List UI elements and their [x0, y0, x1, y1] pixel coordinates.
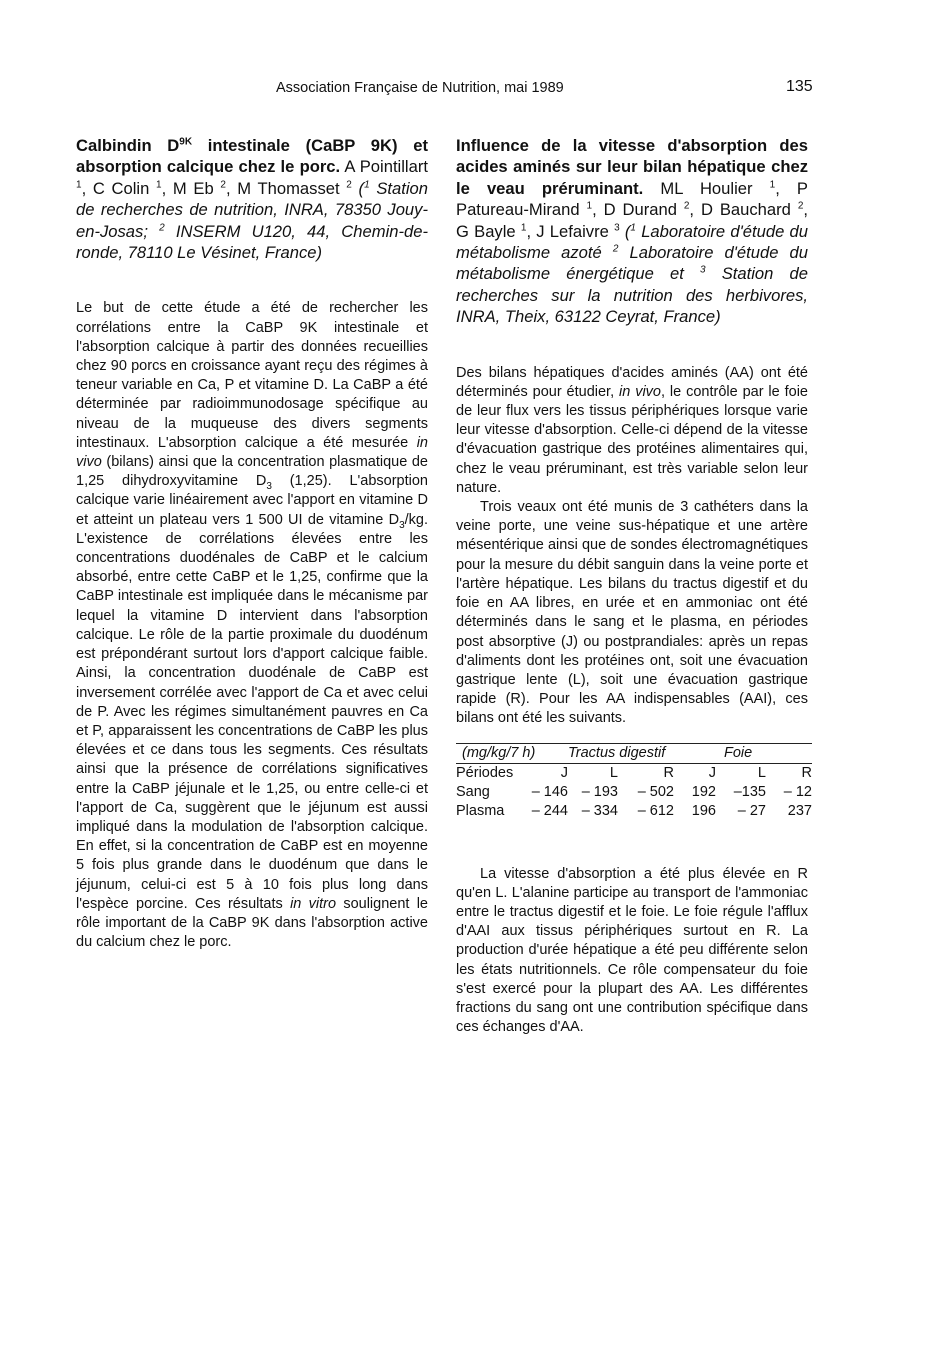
table-cell: 196 [691, 802, 716, 819]
right-article-paragraph-1: Des bilans hépatiques d'acides aminés (AA) ont été déterminés pour étudier, in vivo, le contrôle par le foie de leur flux vers les tissus périphériques lorsque varie leur vitesse d'absorption. Celle-ci dépend de la vitesse d'évacuation gastrique des protéines alimentaires qui, chez le veau préruminant, est très variable selon leur nature. [456, 364, 808, 496]
table-period-cell: R [801, 764, 812, 781]
page-number: 135 [786, 78, 813, 95]
right-article-affiliations: ($^1$ Laboratoire d'étude du métabolisme azoté $^2$ Laboratoire d'étude du métabolisme énergétique et $^3$ Station de recherches sur la nutrition des herbivores, INRA, Theix, 63122 Ceyrat, France) [456, 221, 808, 327]
table-cell: –135 [733, 783, 766, 800]
table-cell: – 12 [783, 783, 812, 800]
table-cell: – 244 [531, 802, 568, 819]
table-group-header-liver: Foie [724, 744, 753, 761]
right-article-paragraph-3: La vitesse d'absorption a été plus élevée en R qu'en L. L'alanine participe au transport de l'ammoniac entre le tractus digestif et le foie. Le foie régule l'afflux d'AAI aux tissus périphériques surtout en R. La production d'urée hépatique a été peu différente selon les états nutritionnels. Ce rôle compensateur du foie s'est exercé pour la plupart des AA. Les différentes fractions du sang ont une contribution spécifique dans ces échanges d'AA. [456, 865, 808, 1036]
left-article-body: Le but de cette étude a été de rechercher les corrélations entre la CaBP 9K intestinale et l'absorption calcique à partir des données recueillies chez 90 porcs en croissance ayant reçu des régimes à teneur variable en Ca, P et vitamine D. La CaBP a été déterminée par radioimmunodosage spécifique au niveau de la muqueuse des divers segments intestinaux. L'absorption calcique a été mesurée in vivo (bilans) ainsi que la concentration plasmatique de 1,25 dihydroxyvitamine $D_3$ (1,25). L'absorption calcique varie linéairement avec l'apport en vitamine D et atteint un plateau vers 1 500 UI de vitamine $D_3/kg$. L'existence de corrélations élevées entre les concentrations duodénales de CaBP et le calcium absorbé, entre cette CaBP et le 1,25, confirme que la CaBP intestinale est impliquée dans le mécanisme par lequel la vitamine D intervient dans l'absorption calcique. Le rôle de la partie proximale du duodénum est prépondérant surtout lors d'apport calcique faible. Ainsi, la concentration duodénale de CaBP est inversement corrélée avec l'apport de Ca et avec celui de P. Avec les régimes simultanément pauvres en Ca et P, apparaissent les concentrations de CaBP les plus élevées et ce dans tous les segments. Ces résultats ainsi que la présence de corrélations significatives entre la CaBP jéjunale et le 1,25, ou entre celle-ci et l'apport de Ca, suggèrent que le jéjunum est aussi impliqué dans la modulation de l'absorption calcique. En effet, si la concentration de CaBP est en moyenne 5 fois plus grande dans le duodénum que dans le jéjunum, celui-ci est 5 à 10 fois plus long dans l'espèce porcine. Ces résultats in vitro soulignent le rôle important de la CaBP 9K dans l'absorption active du calcium chez le porc. [76, 300, 428, 951]
table-row [456, 783, 812, 802]
left-article-authors: A Pointillart $^1$, C Colin $^1$, M Eb $^2$, M Thomasset $^2$ [76, 157, 428, 198]
table-cell: 192 [691, 783, 716, 800]
table-periods-row [456, 763, 812, 783]
table-cell: – 502 [637, 783, 674, 800]
right-article [456, 135, 812, 1037]
table-row-label: Sang [456, 783, 490, 800]
table-periods-label: Périodes [456, 764, 514, 781]
table-period-cell: J [708, 764, 716, 781]
table-row-label: Plasma [456, 802, 505, 819]
left-article-title: Calbindin $D^{9K}$ intestinale (CaBP 9K) et absorption calcique chez le porc. [76, 136, 428, 177]
table-cell: – 193 [581, 783, 618, 800]
right-article-heading [456, 135, 808, 328]
right-article-paragraph-2: Trois veaux ont été munis de 3 cathéters dans la veine porte, une veine sus-hépatique et une artère mésentérique ainsi que de sondes électromagnétiques pour la mesure du débit sanguin dans la veine porte et l'artère hépatique. Les bilans du tractus digestif et du foie en AA libres, en urée et en ammoniac ont été déterminés dans le sang et le plasma, en périodes post absorptive (J) ou postprandiales: après un repas d'aliments dont les protéines ont, soit une évacuation gastrique lente (L), soit une évacuation gastrique rapide (R). Pour les AA indispensables (AAI), ces bilans ont été les suivants. [456, 499, 808, 727]
right-article-authors: ML Houlier $^1$, P Patureau-Mirand $^1$, D Durand $^2$, D Bauchard $^2$, G Bayle $^1$, J Lefaivre $^3$ [456, 178, 808, 241]
right-article-title: Influence de la vitesse d'absorption des acides aminés sur leur bilan hépatique chez le veau préruminant. [456, 136, 808, 198]
table-cell: – 612 [637, 802, 674, 819]
table-row [456, 802, 812, 821]
table-cell: – 334 [581, 802, 618, 819]
left-article [76, 135, 428, 952]
table-group-header-digestive: Tractus digestif [568, 744, 666, 761]
table-period-cell: L [609, 764, 618, 781]
table-cell: – 27 [737, 802, 766, 819]
table-period-cell: L [757, 764, 766, 781]
table-period-cell: J [560, 764, 568, 781]
table-header-row [456, 743, 812, 763]
left-article-heading [76, 135, 428, 263]
running-header [0, 80, 930, 102]
table-period-cell: R [663, 764, 674, 781]
table-cell: – 146 [531, 783, 568, 800]
table-unit-header: (mg/kg/7 h) [462, 744, 536, 761]
left-article-affiliations: ($^1$ Station de recherches de nutrition, INRA, 78350 Jouy-en-Josas; $^2$ INSERM U120, 44, Chemin-de-ronde, 78110 Le Vésinet, France) [76, 178, 428, 263]
journal-name: Association Française de Nutrition, mai 1989 [276, 80, 564, 96]
table-cell: 237 [787, 802, 812, 819]
amino-acid-balance-table [456, 743, 812, 821]
